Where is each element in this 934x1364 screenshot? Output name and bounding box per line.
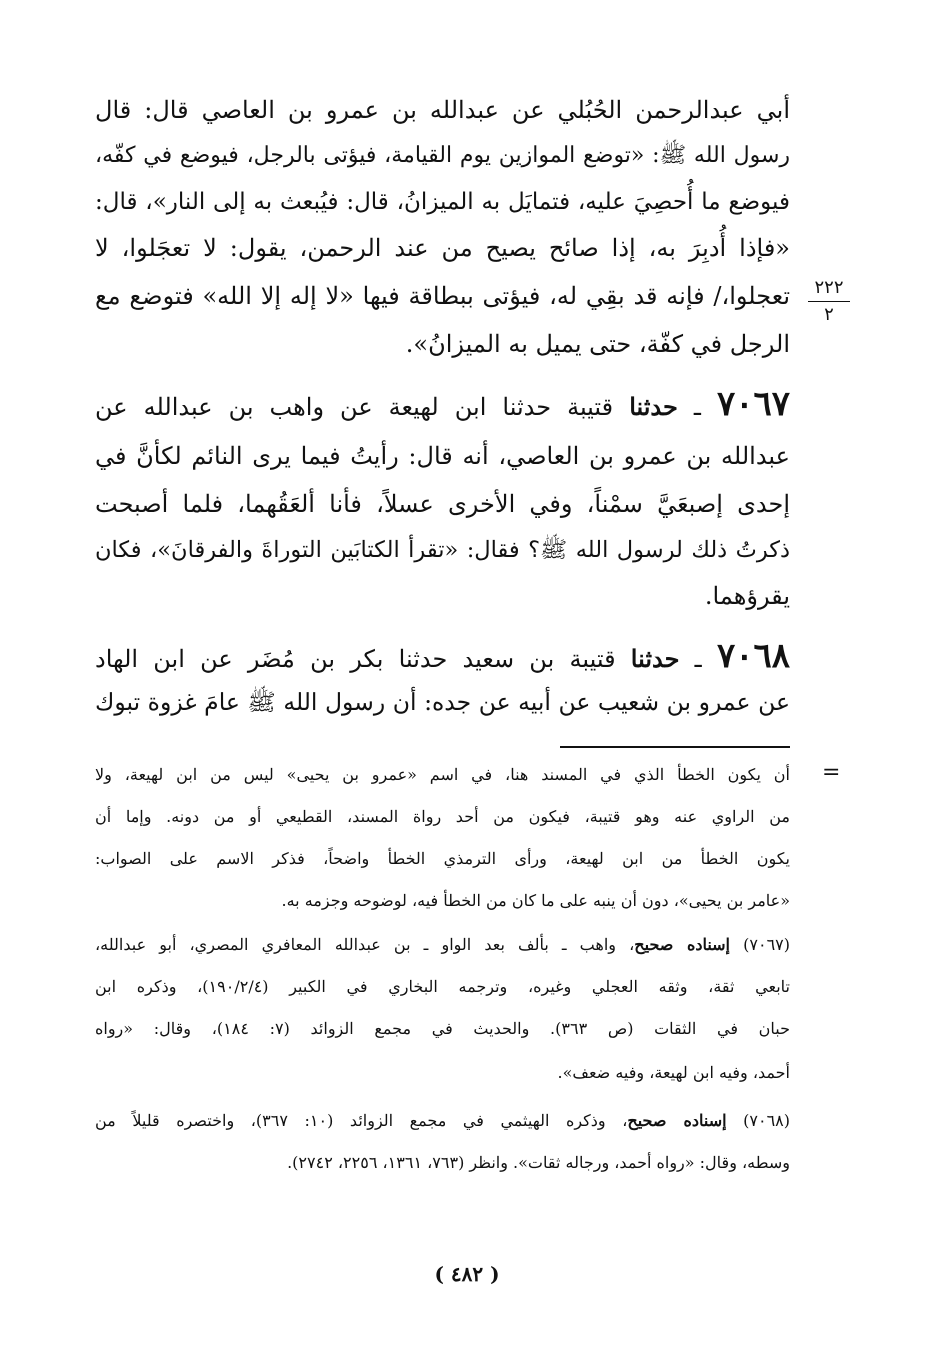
hadith-number: ٧٠٦٧ <box>716 384 790 424</box>
footnote-7068-first-line <box>95 1104 790 1138</box>
main-text-line: رسول الله ﷺ: «توضع الموازين يوم القيامة، فيؤتى بالرجل، فيوضع في كفّه، <box>95 143 790 168</box>
hadith-7067-line: إحدى إصبعَيَّ سمْناً، وفي الأخرى عسلاً، فأنا ألعَقُهما، فلما أصبحت <box>95 490 790 518</box>
footnote-keyword: إسناده صحيح <box>627 1111 727 1130</box>
main-text-line: فيوضع ما أُحصِيَ عليه، فتمايَل به الميزانُ، قال: فيُبعث به إلى النار»، قال: <box>95 189 790 215</box>
footnote-line: تابعي ثقة، وثقه العجلي وغيره، وترجمه البخاري في الكبير (١٩٠/٢/٤)، وذكره ابن <box>95 977 790 996</box>
hadith-7067-first-line: ٧٠٦٧ ـ حدثنا قتيبة حدثنا ابن لهيعة عن واهب بن عبدالله عن <box>95 384 790 424</box>
footnote-line: يكون الخطأ من ابن لهيعة، ورأى الترمذي الخطأ واضحاً، فذكر الاسم على الصواب: <box>95 849 790 868</box>
footnote-number: (٧٠٦٧) <box>743 935 790 954</box>
hadith-number: ٧٠٦٨ <box>716 636 790 676</box>
haddathana-label: حدثنا <box>629 392 678 421</box>
main-text-line: أبي عبدالرحمن الحُبُلي عن عبدالله بن عمرو بن العاصي قال: قال <box>95 96 790 124</box>
hadith-text: قتيبة بن سعيد حدثنا بكر بن مُضَر عن ابن الهاد <box>95 645 616 673</box>
footnote-line: أن يكون الخطأ الذي في المسند هنا، في اسم «عمرو بن يحيى» ليس من ابن لهيعة، ولا <box>95 765 790 784</box>
hadith-7068-line: عن عمرو بن شعيب عن أبيه عن جده: أن رسول الله ﷺ عامَ غزوة تبوك <box>95 688 790 716</box>
footnote-line: أحمد، وفيه ابن لهيعة، وفيه ضعف». <box>557 1063 790 1082</box>
hadith-7067-line: عبدالله بن عمرو بن العاصي، أنه قال: رأيتُ فيما يرى النائم لكأنَّ في <box>95 442 790 470</box>
hadith-7068-first-line: ٧٠٦٨ ـ حدثنا قتيبة بن سعيد حدثنا بكر بن مُضَر عن ابن الهاد <box>95 636 790 676</box>
footnote-separator <box>560 746 790 748</box>
hadith-7067-line: ذكرتُ ذلك لرسول الله ﷺ؟ فقال: «تقرأ الكتابَين التوراةَ والفرقانَ»، فكان <box>95 537 790 563</box>
footnote-line: وسطه، وقال: «رواه أحمد، ورجاله ثقات». وانظر (٧٦٣، ١٣٦١، ٢٢٥٦، ٢٧٤٢). <box>287 1153 790 1172</box>
margin-reference <box>808 277 850 326</box>
main-text-line: تعجلوا،/ فإنه قد بقِي له، فيؤتى ببطاقة فيها «لا إله إلا الله» فتوضع مع <box>95 282 791 310</box>
footnote-7067-first-line <box>95 928 790 962</box>
footnote-text: ، واهب ـ بألف بعد الواو ـ بن عبدالله المعافري المصري، أبو عبدالله، <box>95 935 635 954</box>
footnote-line: من الراوي عنه وهو قتيبة، فيكون من أحد رواة المسند، القطيعي أو من دونه. وإما أن <box>95 807 791 826</box>
hadith-text: قتيبة حدثنا ابن لهيعة عن واهب بن عبدالله عن <box>95 393 614 421</box>
main-text-line: «فإذا أُدبِرَ به، إذا صائح يصيح من عند الرحمن، يقول: لا تعجَلوا، لا <box>95 234 790 262</box>
haddathana-label: حدثنا <box>630 644 680 673</box>
margin-ref-volume: ٢٢٢ <box>808 277 850 302</box>
margin-ref-page: ٢ <box>824 304 834 325</box>
hadith-7067-line: يقرؤهما. <box>704 582 790 610</box>
footnote-number: (٧٠٦٨) <box>743 1111 791 1130</box>
main-text-line: الرجل في كفّة، حتى يميل به الميزانُ». <box>405 330 790 358</box>
footnote-keyword: إسناده صحيح <box>634 935 731 954</box>
footnote-text: ، وذكره الهيثمي في مجمع الزوائد (١٠: ٣٦٧)، واختصره قليلاً من <box>95 1111 628 1130</box>
page-number: ( ٤٨٢ ) <box>434 1262 500 1286</box>
footnote-line: «عامر بن يحيى»، دون أن ينبه على ما كان من الخطأ فيه، لوضوحه وجزمه به. <box>281 891 790 910</box>
footnote-line: حبان في الثقات (ص ٣٦٣). والحديث في مجمع الزوائد (٧: ١٨٤)، وقال: «رواه <box>95 1019 791 1038</box>
continuation-mark: = <box>822 760 841 785</box>
